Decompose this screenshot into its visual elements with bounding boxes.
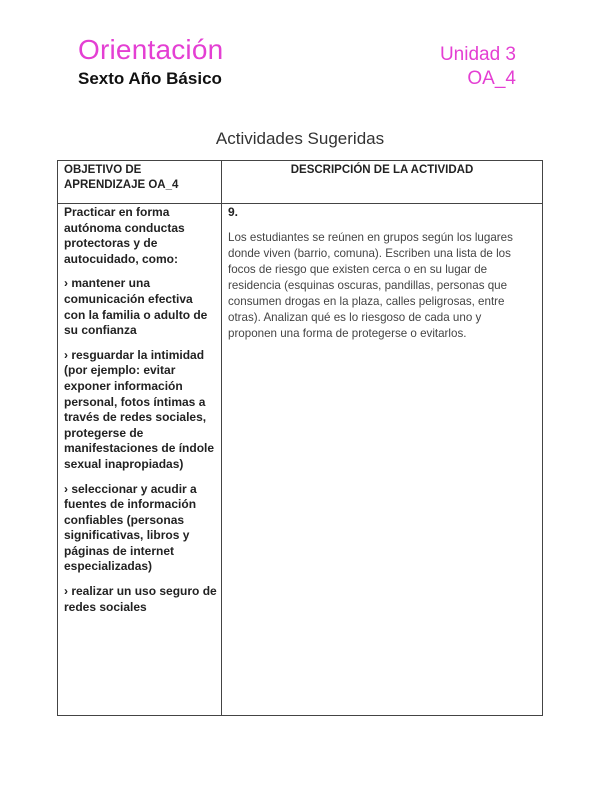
- objective-cell: [64, 205, 217, 624]
- header-left: [78, 34, 223, 90]
- oa-code-label: OA_4: [467, 68, 516, 89]
- section-title: Actividades Sugeridas: [215, 129, 385, 148]
- activity-table: [57, 160, 543, 716]
- column-divider: [221, 161, 222, 715]
- table-header-row: [58, 161, 542, 204]
- subject-title: Orientación: [78, 34, 224, 65]
- column-header-objective: OBJETIVO DE APRENDIZAJE OA_4: [64, 164, 179, 191]
- objective-item: › realizar un uso seguro de redes sociales: [64, 584, 217, 614]
- activity-description: Los estudiantes se reúnen en grupos según los lugares donde viven (barrio, comuna). Escriben una lista de los focos de riesgo que existen cerca o en su lugar de residencia (esquinas oscuras, pandillas, personas que consumen drogas en la plaza, calles peligrosas, entre otras). Analizan qué es lo riesgoso de cada uno y proponen una forma de protegerse o evitarlos.: [228, 231, 513, 340]
- objective-item: › mantener una comunicación efectiva con la familia o adulto de su confianza: [64, 276, 208, 338]
- objective-item: › resguardar la intimidad (por ejemplo: evitar exponer información personal, fotos íntimas a través de redes sociales, protegerse de manifestaciones de índole sexual inapropiadas): [64, 347, 215, 471]
- header-right: [440, 44, 516, 91]
- unit-label: Unidad 3: [439, 44, 516, 65]
- objective-item: › seleccionar y acudir a fuentes de información confiables (personas significativas, libros y páginas de internet especializadas): [64, 481, 197, 574]
- column-header-description: DESCRIPCIÓN DE LA ACTIVIDAD: [290, 164, 474, 176]
- objective-intro: Practicar en forma autónoma conductas protectoras y de autocuidado, como:: [64, 205, 185, 266]
- grade-label: Sexto Año Básico: [78, 69, 222, 88]
- activity-number: 9.: [228, 205, 239, 219]
- description-cell: [228, 205, 528, 342]
